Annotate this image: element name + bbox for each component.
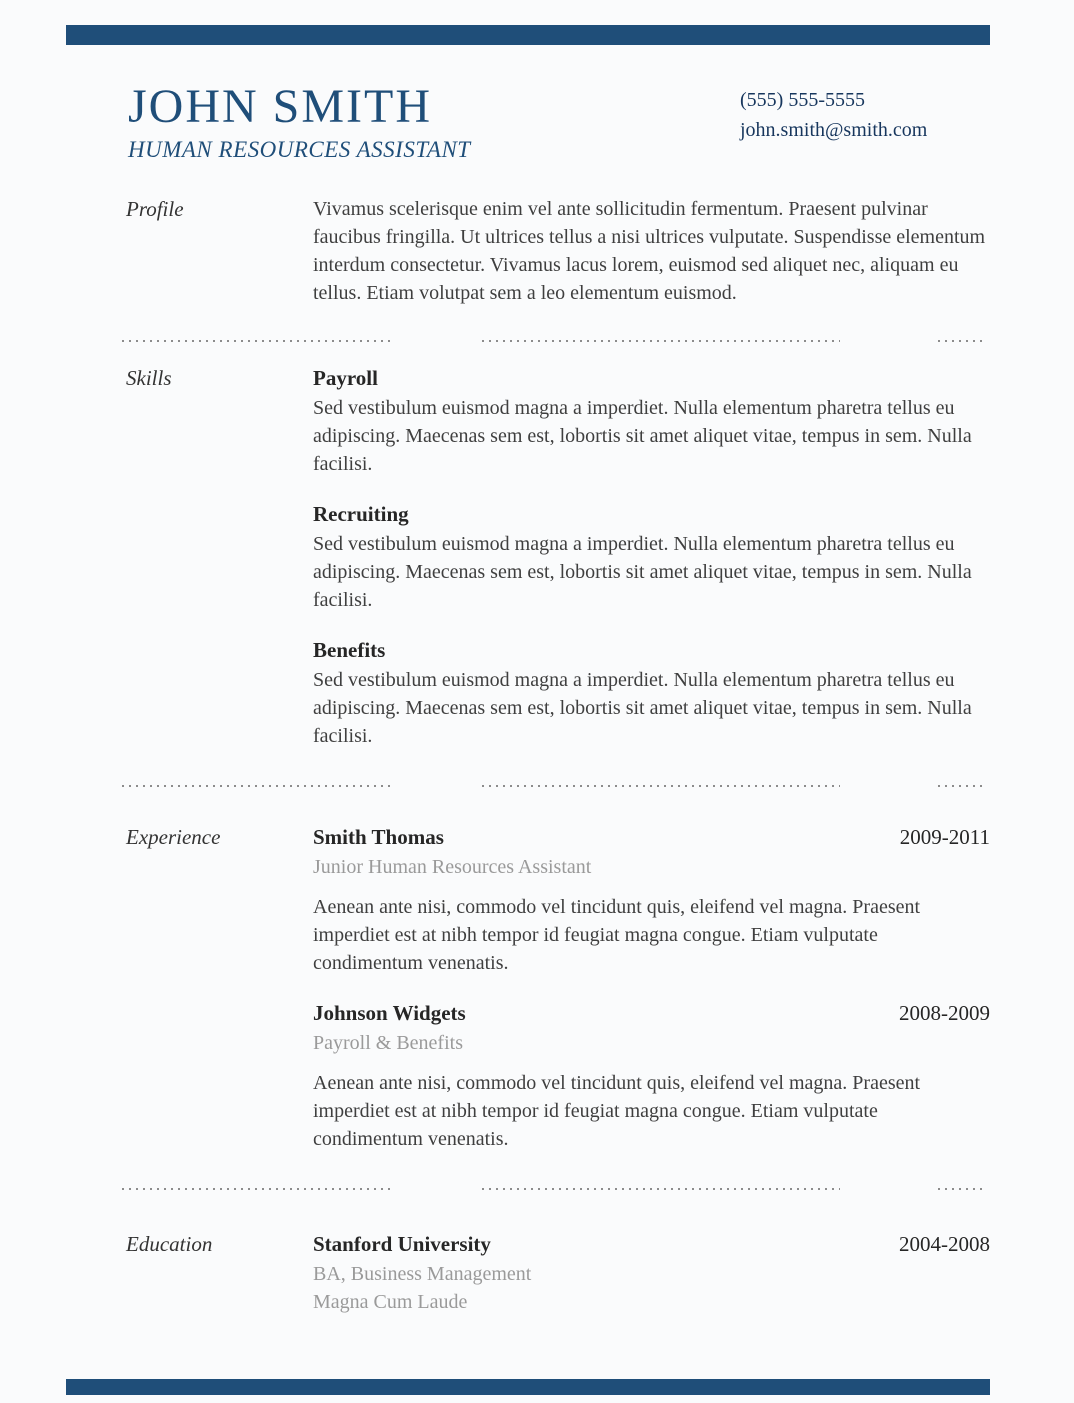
section-divider xyxy=(122,1187,990,1190)
section-label-skills: Skills xyxy=(126,366,172,390)
skill-description: Sed vestibulum euismod magna a imperdiet. Nulla elementum pharetra tellus eu adipiscing. Maecenas sem est, lobortis sit amet aliquet vitae, tempus in sem. Nulla facilisi. xyxy=(313,397,972,475)
role-title: Junior Human Resources Assistant xyxy=(313,856,592,878)
experience-content xyxy=(313,823,990,1153)
divider-segment xyxy=(482,339,840,342)
divider-gap xyxy=(840,1187,938,1190)
experience-item-header xyxy=(313,999,990,1029)
job-title: HUMAN RESOURCES ASSISTANT xyxy=(128,137,471,162)
degree-title: BA, Business Management xyxy=(313,1263,532,1285)
profile-section xyxy=(126,195,990,307)
skill-title: Payroll xyxy=(313,366,378,390)
skill-item xyxy=(313,636,990,750)
experience-item xyxy=(313,999,990,1153)
company-name: Smith Thomas xyxy=(313,825,444,849)
profile-content xyxy=(313,195,990,307)
section-divider xyxy=(122,339,990,342)
company-name: Johnson Widgets xyxy=(313,1001,466,1025)
experience-dates: 2009-2011 xyxy=(899,825,990,849)
school-name: Stanford University xyxy=(313,1232,491,1256)
education-section xyxy=(126,1230,990,1316)
education-item-header xyxy=(313,1230,990,1260)
experience-dates: 2008-2009 xyxy=(899,1001,990,1025)
experience-item-header xyxy=(313,823,990,853)
honors-title: Magna Cum Laude xyxy=(313,1291,468,1313)
divider-segment xyxy=(482,1187,840,1190)
resume-header xyxy=(128,79,990,165)
divider-gap xyxy=(390,339,482,342)
identity-block xyxy=(128,79,740,165)
top-accent-bar xyxy=(66,25,990,45)
skills-section xyxy=(126,364,990,750)
divider-segment xyxy=(938,339,985,342)
education-content xyxy=(313,1230,990,1316)
skill-item xyxy=(313,500,990,614)
divider-gap xyxy=(390,1187,482,1190)
skill-item xyxy=(313,364,990,478)
divider-segment xyxy=(122,784,390,787)
divider-segment xyxy=(482,784,840,787)
divider-segment xyxy=(938,1187,985,1190)
section-divider xyxy=(122,784,990,787)
section-label-experience: Experience xyxy=(126,825,221,849)
section-label-education: Education xyxy=(126,1232,213,1256)
divider-segment xyxy=(122,1187,390,1190)
profile-text: Vivamus scelerisque enim vel ante sollicitudin fermentum. Praesent pulvinar faucibus fringilla. Ut ultrices tellus a nisi ultrices vulputate. Suspendisse elementum interdum consectetur. Vivamus lacus lorem, euismod sed aliquet nec, aliquam eu tellus. Etiam volutpat sem a leo elementum euismod. xyxy=(313,198,986,304)
bottom-accent-bar xyxy=(66,1379,990,1395)
experience-description: Aenean ante nisi, commodo vel tincidunt quis, eleifend vel magna. Praesent imperdiet est at nibh tempor id feugiat magna congue. Etiam vulputate condimentum venenatis. xyxy=(313,896,921,974)
phone-number: (555) 555-5555 xyxy=(740,89,865,111)
section-label-profile: Profile xyxy=(126,197,184,221)
email-address: john.smith@smith.com xyxy=(740,119,928,141)
experience-item xyxy=(313,823,990,977)
experience-section xyxy=(126,823,990,1153)
skill-title: Benefits xyxy=(313,638,386,662)
skill-description: Sed vestibulum euismod magna a imperdiet. Nulla elementum pharetra tellus eu adipiscing. Maecenas sem est, lobortis sit amet aliquet vitae, tempus in sem. Nulla facilisi. xyxy=(313,533,972,611)
skill-title: Recruiting xyxy=(313,502,409,526)
divider-segment xyxy=(938,784,985,787)
experience-description: Aenean ante nisi, commodo vel tincidunt quis, eleifend vel magna. Praesent imperdiet est at nibh tempor id feugiat magna congue. Etiam vulputate condimentum venenatis. xyxy=(313,1072,921,1150)
contact-block xyxy=(740,85,990,145)
education-item xyxy=(313,1230,990,1316)
skill-description: Sed vestibulum euismod magna a imperdiet. Nulla elementum pharetra tellus eu adipiscing. Maecenas sem est, lobortis sit amet aliquet vitae, tempus in sem. Nulla facilisi. xyxy=(313,669,972,747)
name-heading: JOHN SMITH xyxy=(128,80,433,133)
divider-segment xyxy=(122,339,390,342)
divider-gap xyxy=(840,339,938,342)
education-dates: 2004-2008 xyxy=(899,1232,990,1256)
role-title: Payroll & Benefits xyxy=(313,1032,463,1054)
divider-gap xyxy=(840,784,938,787)
divider-gap xyxy=(390,784,482,787)
skills-content xyxy=(313,364,990,750)
